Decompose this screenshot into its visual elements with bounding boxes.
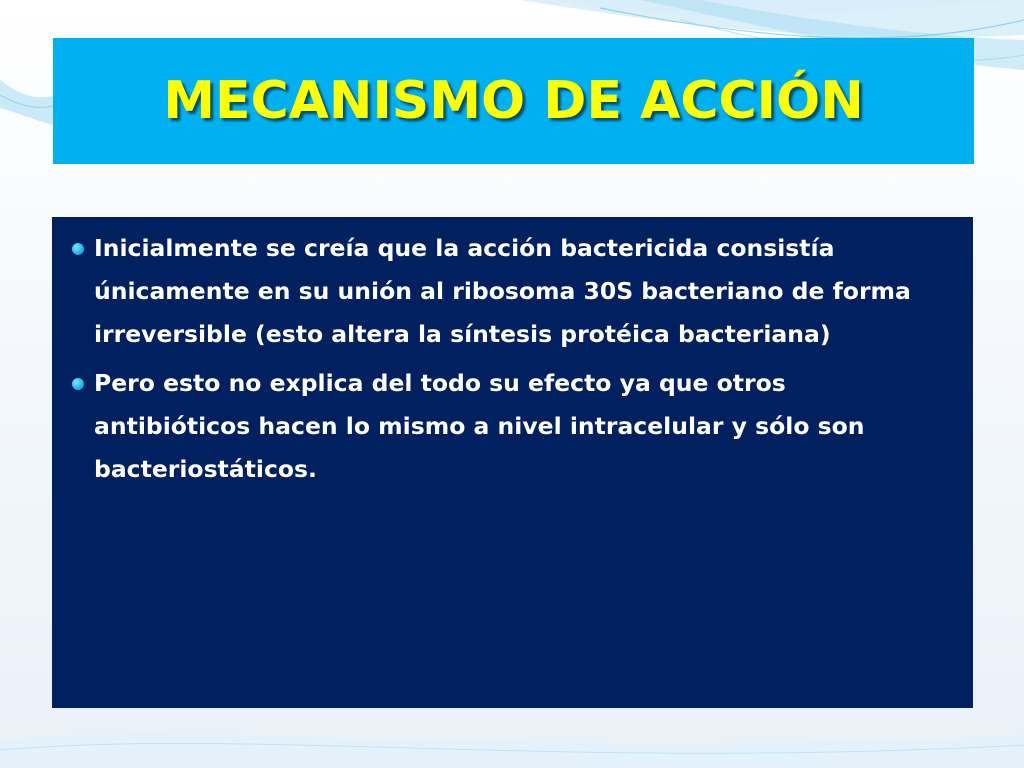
circle-bullet-icon (72, 243, 84, 255)
title-banner (53, 38, 974, 164)
bullet-item (72, 227, 939, 356)
bullet-item (72, 362, 939, 491)
content-box (52, 217, 973, 708)
bullet-text: Pero esto no explica del todo su efecto ya que otros antibióticos hacen lo mismo a nivel intracelular y sólo son bacteriostáticos. (94, 369, 865, 483)
circle-bullet-icon (72, 378, 84, 390)
wave-left-1 (0, 80, 53, 125)
slide-title: MECANISMO DE ACCIÓN (163, 71, 864, 131)
bullet-list (72, 227, 939, 491)
bullet-text: Inicialmente se creía que la acción bactericida consistía únicamente en su unión al ribosoma 30S bacteriano de forma irreversible (esto altera la síntesis protéica bacteriana) (94, 234, 911, 348)
